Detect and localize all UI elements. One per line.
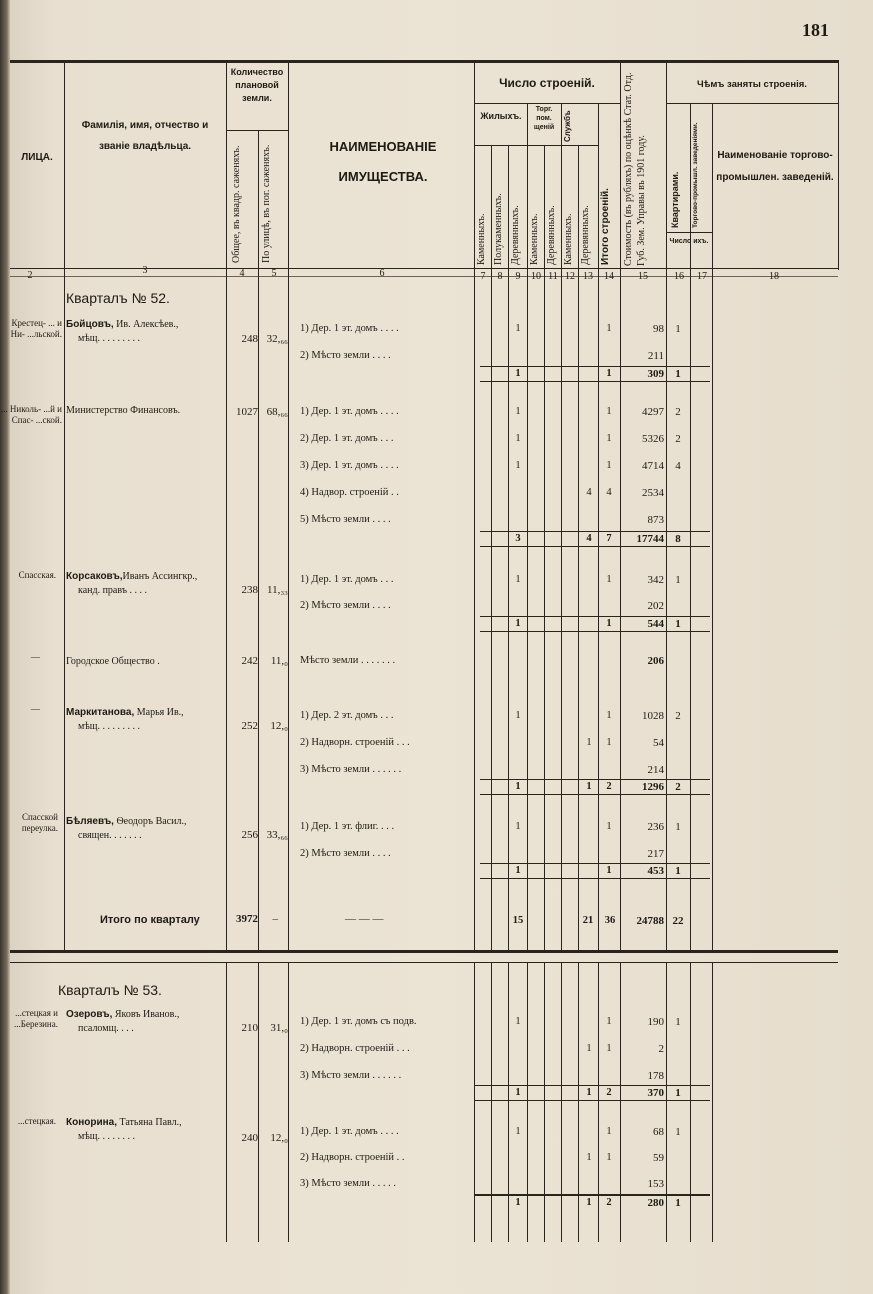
street-label: —: [31, 652, 40, 662]
header-top-rule: [10, 60, 838, 63]
value: 153: [647, 1178, 664, 1190]
col-divider: [690, 962, 691, 1242]
owner-name: Маркитанова,: [66, 707, 135, 718]
subtotal-count: 7: [606, 533, 612, 544]
col-divider: [226, 60, 227, 950]
street-label: Спасская.: [18, 570, 56, 580]
owner-rank: псаломщ. . . .: [78, 1022, 134, 1034]
street-label: ... Николь- ...й и Спас- ...ской.: [0, 404, 62, 425]
property-item: 1) Дер. 1 эт. домъ . . . .: [300, 323, 399, 334]
street-label: Спасской переулка.: [21, 812, 58, 833]
count-apartments: 4: [675, 460, 681, 472]
colnum: 9: [515, 271, 521, 282]
page-number: 181: [802, 20, 829, 40]
count-service: 1: [586, 1152, 592, 1163]
property-item: 2) Надворн. строеній . . .: [300, 737, 410, 748]
col-divider: [258, 962, 259, 1242]
owner-rank: мѣщ. . . . . . . . .: [78, 720, 140, 732]
count-apartments: 2: [675, 433, 681, 445]
count-wooden: 1: [515, 1126, 521, 1137]
street-frontage: 68,₆₆: [266, 406, 288, 418]
header-apartments: Квартирами.: [670, 171, 680, 228]
value: 5326: [642, 433, 664, 445]
col-divider: [491, 145, 492, 950]
colnum: 11: [548, 271, 558, 282]
count-total: 4: [606, 487, 612, 498]
colnum: 16: [674, 271, 684, 282]
header-residential: Жилыхъ.: [480, 111, 522, 121]
header-stone: Каменныхъ.: [476, 213, 487, 265]
owner-entry: [66, 655, 226, 669]
quarter-total-wooden: 15: [512, 915, 524, 926]
property-item: 2) Мѣсто земли . . . .: [300, 600, 391, 611]
subtotal-rule: [480, 863, 710, 864]
colnum: 6: [379, 268, 385, 279]
col-divider: [288, 60, 289, 950]
quarter-52-title: Кварталъ № 52.: [66, 290, 170, 306]
owner-name: Министерство Финансовъ.: [66, 405, 181, 416]
subtotal-count: 1: [606, 618, 612, 629]
colnum: 10: [531, 271, 541, 282]
col-divider: [226, 962, 227, 1242]
count-apartments: 1: [675, 821, 681, 833]
quarter-total-service: 21: [582, 915, 594, 926]
value: 98: [653, 323, 664, 335]
count-wooden: 1: [515, 1016, 521, 1027]
property-item: 1) Дер. 1 эт. флиг. . . .: [300, 821, 395, 832]
value: 217: [647, 848, 664, 860]
quarter-break-rule: [10, 950, 838, 953]
owner-name: Корсаковъ,: [66, 571, 123, 582]
subtotal-count: 2: [606, 1087, 612, 1098]
land-area: 1027: [236, 406, 258, 418]
colnum: 3: [142, 265, 148, 276]
value: 236: [647, 821, 664, 833]
street-label: ...стецкая и ...Березина.: [14, 1008, 58, 1029]
col-divider: [578, 962, 579, 1242]
owner-entry: [66, 1116, 226, 1143]
property-item: 3) Мѣсто земли . . . . . .: [300, 1070, 402, 1081]
value: 54: [653, 737, 664, 749]
header-occupied-title: Чѣмъ заняты строенія.: [697, 79, 807, 90]
land-area: 238: [241, 584, 258, 596]
col-divider: [620, 60, 621, 950]
subtotal-service: 1: [586, 1087, 592, 1098]
col-divider: [474, 962, 475, 1242]
quarter-total-front: –: [272, 913, 278, 925]
col-divider: [64, 60, 65, 950]
header-col-enterprises: Наименованіе торгово-промышлен. заведеній.: [716, 150, 834, 183]
colnum: 17: [697, 271, 707, 282]
subtotal-wooden: 3: [515, 533, 521, 544]
header-wooden3: Деревянныхъ.: [580, 205, 591, 265]
count-total: 1: [606, 460, 612, 471]
quarter-total-apartments: 22: [672, 915, 684, 927]
count-apartments: 2: [675, 406, 681, 418]
col-divider: [598, 962, 599, 1242]
subtotal-count: 2: [606, 781, 612, 792]
count-wooden: 1: [515, 323, 521, 334]
colnum: 4: [239, 268, 245, 279]
quarter-total-area: 3972: [236, 913, 258, 925]
subtotal-rule: [480, 366, 710, 367]
header-count: Число ихъ.: [669, 238, 709, 245]
header-buildings-title: Число строеній.: [499, 76, 595, 90]
header-wooden: Деревянныхъ.: [510, 205, 521, 265]
col-divider: [474, 60, 475, 950]
land-area: 242: [241, 655, 258, 667]
value: 178: [647, 1070, 664, 1082]
count-total: 1: [606, 323, 612, 334]
col-divider: [690, 103, 691, 950]
owner-entry: [66, 706, 226, 733]
subtotal-count: 2: [606, 1197, 612, 1208]
subtotal-rule: [480, 878, 710, 879]
subtotal-rule: [480, 631, 710, 632]
subtotal-value: 453: [647, 865, 664, 877]
subtotal-rule: [480, 794, 710, 795]
col-divider: [666, 962, 667, 1242]
owner-rank: мѣщ. . . . . . . .: [78, 1130, 135, 1142]
owner-name: Бѣляевъ,: [66, 816, 114, 827]
subtotal-value: 280: [647, 1197, 664, 1209]
owner-name-cont: Ѳеодоръ Васил.,: [116, 816, 187, 827]
value: 2: [658, 1043, 664, 1055]
value: 2534: [642, 487, 664, 499]
count-apartments: 2: [675, 710, 681, 722]
col-divider: [561, 962, 562, 1242]
subtotal-rule: [474, 1194, 710, 1196]
count-total: 1: [606, 433, 612, 444]
count-wooden: 1: [515, 821, 521, 832]
owner-name-cont: Иванъ Ассингкр.,: [122, 571, 198, 582]
property-item: 1) Дер. 1 эт. домъ . . .: [300, 574, 394, 585]
land-area: 248: [241, 333, 258, 345]
header-sub-rule: [474, 145, 598, 146]
col-divider: [712, 962, 713, 1242]
col-divider: [288, 962, 289, 1242]
property-item: 2) Надворн. строеній . . .: [300, 1043, 410, 1054]
property-item: 1) Дер. 1 эт. домъ . . . .: [300, 1126, 399, 1137]
subtotal-wooden: 1: [515, 618, 521, 629]
value: 211: [647, 350, 664, 362]
land-area: 210: [241, 1022, 258, 1034]
colnum: 18: [769, 271, 779, 282]
property-item: 4) Надвор. строеній . .: [300, 487, 399, 498]
street-frontage: 12,₀: [270, 1132, 288, 1144]
subtotal-apartments: 1: [675, 1197, 681, 1209]
subtotal-rule: [480, 616, 710, 617]
subtotal-service: 1: [586, 781, 592, 792]
col-divider: [544, 145, 545, 950]
owner-entry: [66, 815, 226, 842]
col-divider: [598, 103, 599, 950]
street-label: ...стецкая.: [17, 1116, 56, 1126]
street-label: Крестец- ... и Ни- ...льской.: [10, 318, 62, 339]
col-divider: [561, 103, 562, 950]
owner-name-cont: Татьяна Павл.,: [119, 1117, 182, 1128]
header-service: Службъ: [563, 110, 572, 142]
property-item: 3) Мѣсто земли . . . . . .: [300, 764, 402, 775]
count-total: 1: [606, 406, 612, 417]
quarter-total-label: Итого по кварталу: [100, 914, 200, 926]
count-wooden: 1: [515, 433, 521, 444]
header-trade: Торг. пом. щеній: [533, 106, 555, 131]
count-apartments: 1: [675, 1126, 681, 1138]
subtotal-apartments: 8: [675, 533, 681, 545]
header-sub-rule: [226, 130, 288, 131]
header-sub-rule: [474, 103, 620, 104]
subtotal-rule: [474, 1100, 710, 1101]
subtotal-value: 544: [647, 618, 664, 630]
header-land-title: Количество плановой земли.: [230, 67, 284, 104]
street-frontage: 33,₆₆: [266, 829, 288, 841]
subtotal-apartments: 1: [675, 368, 681, 380]
col-divider: [508, 145, 509, 950]
value: 206: [647, 655, 664, 667]
property-item: 1) Дер. 1 эт. домъ . . . .: [300, 406, 399, 417]
land-area: 252: [241, 720, 258, 732]
subtotal-wooden: 1: [515, 781, 521, 792]
colnum: 8: [497, 271, 503, 282]
count-total: 1: [606, 821, 612, 832]
quarter-total-value: 24788: [636, 915, 664, 927]
land-area: 240: [241, 1132, 258, 1144]
property-item: 1) Дер. 1 эт. домъ съ подв.: [300, 1016, 417, 1027]
colnum: 5: [271, 268, 277, 279]
col-divider: [258, 130, 259, 950]
colnum: 7: [480, 271, 486, 282]
subtotal-rule: [480, 381, 710, 382]
count-apartments: 1: [675, 1016, 681, 1028]
subtotal-value: 370: [647, 1087, 664, 1099]
subtotal-rule: [480, 531, 710, 532]
subtotal-apartments: 2: [675, 781, 681, 793]
property-item: 5) Мѣсто земли . . . .: [300, 514, 391, 525]
header-sub-rule: [666, 103, 838, 104]
value: 342: [647, 574, 664, 586]
value: 873: [647, 514, 664, 526]
subtotal-count: 1: [606, 368, 612, 379]
colnum-rule: [10, 276, 838, 277]
header-wooden2: Деревянныхъ.: [546, 205, 557, 265]
header-col-area: Общее, въ квадр. саженяхъ.: [231, 145, 242, 263]
quarter-break-rule-thin: [10, 962, 838, 963]
street-frontage: 31,₀: [270, 1022, 288, 1034]
count-total: 1: [606, 1126, 612, 1137]
owner-entry: [66, 318, 226, 345]
street-frontage: 11,₀: [270, 655, 288, 667]
subtotal-wooden: 1: [515, 865, 521, 876]
property-item: 2) Дер. 1 эт. домъ . . .: [300, 433, 394, 444]
quarter-53-title: Кварталъ № 53.: [58, 982, 162, 998]
col-divider: [491, 962, 492, 1242]
col-divider: [838, 60, 839, 270]
owner-name-cont: Ив. Алексѣев.,: [116, 319, 179, 330]
street-frontage: 12,₀: [270, 720, 288, 732]
count-wooden: 1: [515, 710, 521, 721]
owner-entry: [66, 1008, 226, 1035]
subtotal-service: 1: [586, 1197, 592, 1208]
col-divider: [527, 962, 528, 1242]
subtotal-rule: [480, 546, 710, 547]
subtotal-service: 4: [586, 533, 592, 544]
owner-name: Озеровъ,: [66, 1009, 113, 1020]
subtotal-value: 309: [647, 368, 664, 380]
colnum: 13: [583, 271, 593, 282]
property-item: 3) Мѣсто земли . . . . .: [300, 1178, 396, 1189]
count-total: 1: [606, 1043, 612, 1054]
header-total-buildings: Итого строеній.: [600, 188, 611, 265]
header-value: Стоимость (въ рубляхъ) по оцѣнкѣ Стат. Отд. Губ. Зем. Управы въ 1901 году.: [623, 72, 647, 266]
count-service: 4: [586, 487, 592, 498]
quarter-total-item: — — —: [345, 913, 384, 925]
subtotal-apartments: 1: [675, 618, 681, 630]
count-total: 1: [606, 737, 612, 748]
value: 4297: [642, 406, 664, 418]
col-divider: [712, 103, 713, 950]
value: 59: [653, 1152, 664, 1164]
owner-rank: мѣщ. . . . . . . . .: [78, 332, 140, 344]
header-col-owner: Фамилія, имя, отчество и званіе владѣльца.: [81, 120, 209, 152]
property-item: 1) Дер. 2 эт. домъ . . .: [300, 710, 394, 721]
owner-entry: [66, 570, 226, 597]
street-frontage: 11,₃₃: [266, 584, 288, 596]
owner-name-cont: Яковъ Иванов.,: [114, 1009, 180, 1020]
owner-rank: канд. правъ . . . .: [78, 584, 148, 596]
colnum: 2: [27, 270, 33, 281]
value: 4714: [642, 460, 664, 472]
subtotal-rule: [474, 1085, 710, 1086]
count-apartments: 1: [675, 323, 681, 335]
street-label: —: [31, 704, 40, 714]
subtotal-wooden: 1: [515, 1197, 521, 1208]
header-col-property: НАИМЕНОВАНІЕ ИМУЩЕСТВА.: [329, 139, 437, 184]
colnum: 12: [565, 271, 575, 282]
property-item: 2) Надворн. строеній . .: [300, 1152, 405, 1163]
quarter-total-count: 36: [604, 915, 616, 926]
colnum: 14: [604, 271, 614, 282]
colnum: 15: [638, 271, 648, 282]
header-sub-rule: [666, 232, 712, 233]
value: 214: [647, 764, 664, 776]
col-divider: [666, 60, 667, 950]
subtotal-wooden: 1: [515, 1087, 521, 1098]
count-total: 1: [606, 710, 612, 721]
col-divider: [544, 962, 545, 1242]
header-col-front: По улицѣ, въ пог. саженяхъ.: [261, 144, 272, 263]
header-stone2: Каменныхъ.: [529, 213, 540, 265]
land-area: 256: [241, 829, 258, 841]
subtotal-apartments: 1: [675, 865, 681, 877]
owner-rank: священ. . . . . . .: [78, 829, 142, 841]
count-apartments: 1: [675, 574, 681, 586]
value: 190: [647, 1016, 664, 1028]
count-wooden: 1: [515, 406, 521, 417]
count-wooden: 1: [515, 460, 521, 471]
header-semistone: Полукаменныхъ.: [493, 193, 504, 265]
owner-name: Бойцовъ,: [66, 319, 114, 330]
street-frontage: 32,₆₆: [266, 333, 288, 345]
value: 1028: [642, 710, 664, 722]
count-service: 1: [586, 737, 592, 748]
owner-entry: [66, 404, 226, 418]
count-service: 1: [586, 1043, 592, 1054]
subtotal-rule: [480, 779, 710, 780]
owner-name: Конорина,: [66, 1117, 117, 1128]
property-item: Мѣсто земли . . . . . . .: [300, 655, 396, 666]
subtotal-wooden: 1: [515, 368, 521, 379]
subtotal-value: 1296: [642, 781, 664, 793]
owner-name: Городское Общество .: [66, 656, 160, 667]
col-divider: [578, 145, 579, 950]
property-item: 2) Мѣсто земли . . . .: [300, 350, 391, 361]
header-stone3: Каменныхъ.: [563, 213, 574, 265]
header-trade-estab: Торгово-промышл. заведеніями.: [692, 122, 699, 228]
count-total: 1: [606, 1152, 612, 1163]
book-spine: [0, 0, 10, 1294]
subtotal-count: 1: [606, 865, 612, 876]
property-item: 3) Дер. 1 эт. домъ . . . .: [300, 460, 399, 471]
header-col-street: ЛИЦА.: [21, 152, 53, 163]
col-divider: [527, 103, 528, 950]
owner-name-cont: Марья Ив.,: [136, 707, 184, 718]
value: 202: [647, 600, 664, 612]
count-total: 1: [606, 1016, 612, 1027]
value: 68: [653, 1126, 664, 1138]
col-divider: [508, 962, 509, 1242]
count-wooden: 1: [515, 574, 521, 585]
property-item: 2) Мѣсто земли . . . .: [300, 848, 391, 859]
subtotal-value: 17744: [636, 533, 664, 545]
subtotal-apartments: 1: [675, 1087, 681, 1099]
count-total: 1: [606, 574, 612, 585]
